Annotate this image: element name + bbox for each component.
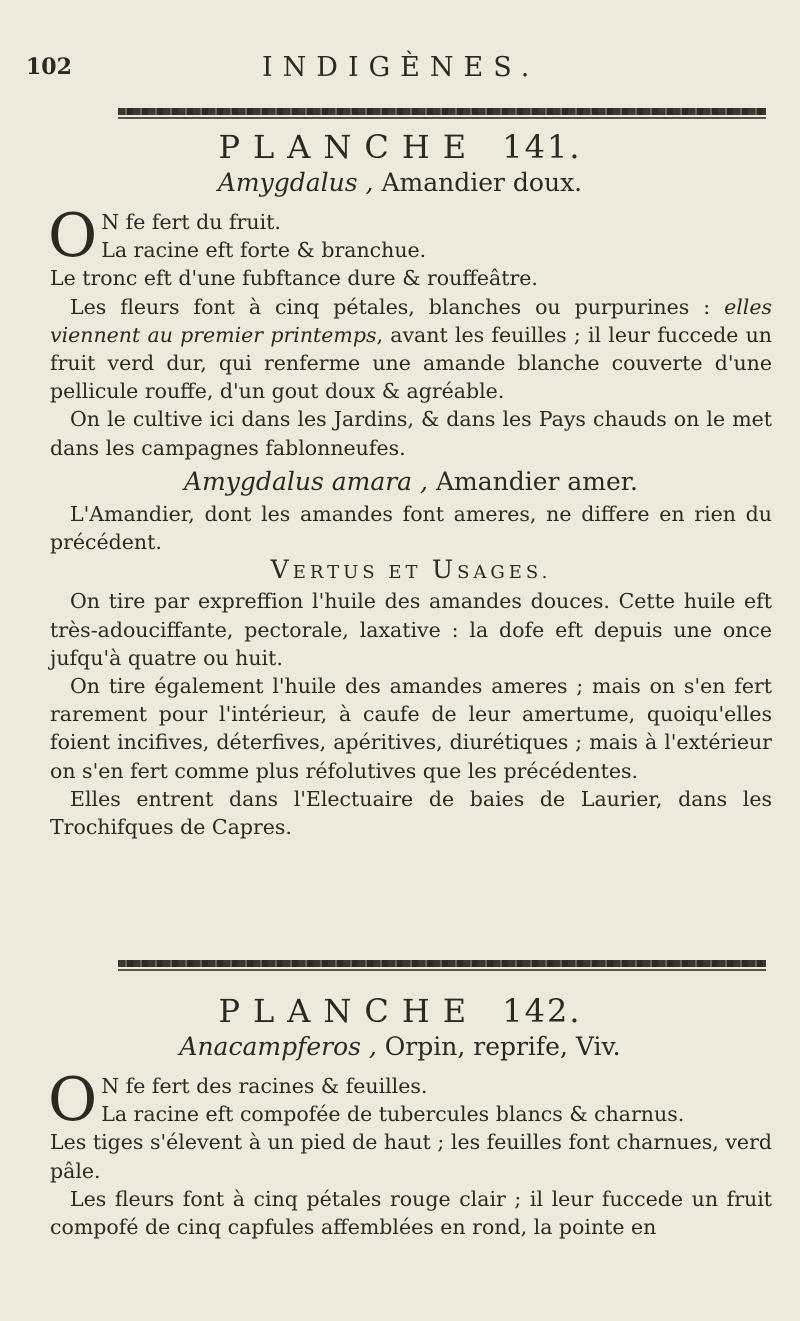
species-title (0, 168, 800, 206)
planche-142-heading-block (0, 992, 800, 1070)
vertus-usages-heading (50, 556, 772, 587)
species-title-2 (50, 464, 772, 500)
ornamental-rule-middle (118, 960, 766, 967)
planche-heading (0, 128, 800, 168)
latin-name: Amygdalus amara , (184, 466, 428, 496)
italic-run: elles viennent au premier printemps (50, 294, 772, 347)
paragraph: On tire également l'huile des amandes ameres ; mais on s'en fert rarement pour l'intérieur, à caufe de leur amertume, quoiqu'elles foient incifives, déterfives, apéritives, diurétiques ; mais à l'extérieur on s'en fert comme plus réfolutives que les précédentes. (50, 674, 772, 783)
running-header (0, 52, 800, 92)
intro-with-dropcap (48, 1065, 772, 1135)
ornamental-rule-top (118, 108, 766, 115)
running-title: INDIGÈNES. (262, 52, 540, 83)
text-line: La racine eft forte & branchue. (101, 238, 427, 263)
planche-heading (0, 992, 800, 1032)
paragraph: Les tiges s'élevent à un pied de haut ; les feuilles font charnues, verd pâle. (50, 1130, 772, 1183)
text-line: N fe fert du fruit. (101, 210, 281, 234)
text-run: , avant les feuilles ; il leur fuccede un fruit verd dur, qui renferme une amande blanche couverte d'une pellicule rouffe, d'un gout doux & agréable. (50, 322, 772, 404)
heading-letter: U (432, 555, 458, 585)
paragraph: On le cultive ici dans les Jardins, & dans les Pays chauds on le met dans les campagnes fablonneufes. (50, 407, 772, 460)
common-name: Orpin, reprife, Viv. (384, 1032, 621, 1061)
latin-name: Amygdalus , (217, 168, 374, 197)
paragraph: On tire par expreffion l'huile des amandes douces. Cette huile eft très-adouciffante, pectorale, laxative : la dofe eft depuis une once jufqu'à quatre ou huit. (50, 589, 772, 670)
dropcap: O (48, 201, 98, 271)
heading-run: SAGES. (457, 562, 552, 584)
planche-label: PLANCHE (218, 992, 480, 1030)
heading-letter: V (270, 555, 293, 585)
heading-run: ERTUS ET (292, 562, 422, 584)
common-name: Amandier amer. (435, 466, 638, 496)
planche-141-heading-block (0, 128, 800, 206)
paragraph: L'Amandier, dont les amandes font ameres, ne differe en rien du précédent. (50, 501, 772, 555)
paragraph: Elles entrent dans l'Electuaire de baies de Laurier, dans les Trochifques de Capres. (50, 786, 772, 840)
common-name: Amandier doux. (381, 168, 583, 197)
text-run: Les fleurs font à cinq pétales, blanches ou purpurines : (70, 294, 711, 319)
planche-142-text (48, 1065, 772, 1241)
page-number: 102 (26, 54, 72, 80)
intro-with-dropcap (48, 201, 772, 271)
latin-name: Anacampferos , (179, 1032, 377, 1061)
planche-number: 142. (502, 992, 582, 1030)
paragraph: Les fleurs font à cinq pétales rouge clair ; il leur fuccede un fruit compofé de cinq capfules affemblées en rond, la pointe en (50, 1186, 772, 1240)
paragraph: Le tronc eft d'une fubftance dure & rouffeâtre. (50, 266, 538, 291)
species-title (0, 1032, 800, 1070)
paragraph (50, 293, 772, 406)
planche-number: 141. (502, 128, 582, 166)
text-line: N fe fert des racines & feuilles. (101, 1074, 428, 1098)
planche-label: PLANCHE (218, 128, 480, 166)
text-line: La racine eft compofée de tubercules blancs & charnus. (101, 1102, 685, 1127)
planche-141-text (48, 201, 772, 841)
dropcap: O (48, 1065, 98, 1135)
